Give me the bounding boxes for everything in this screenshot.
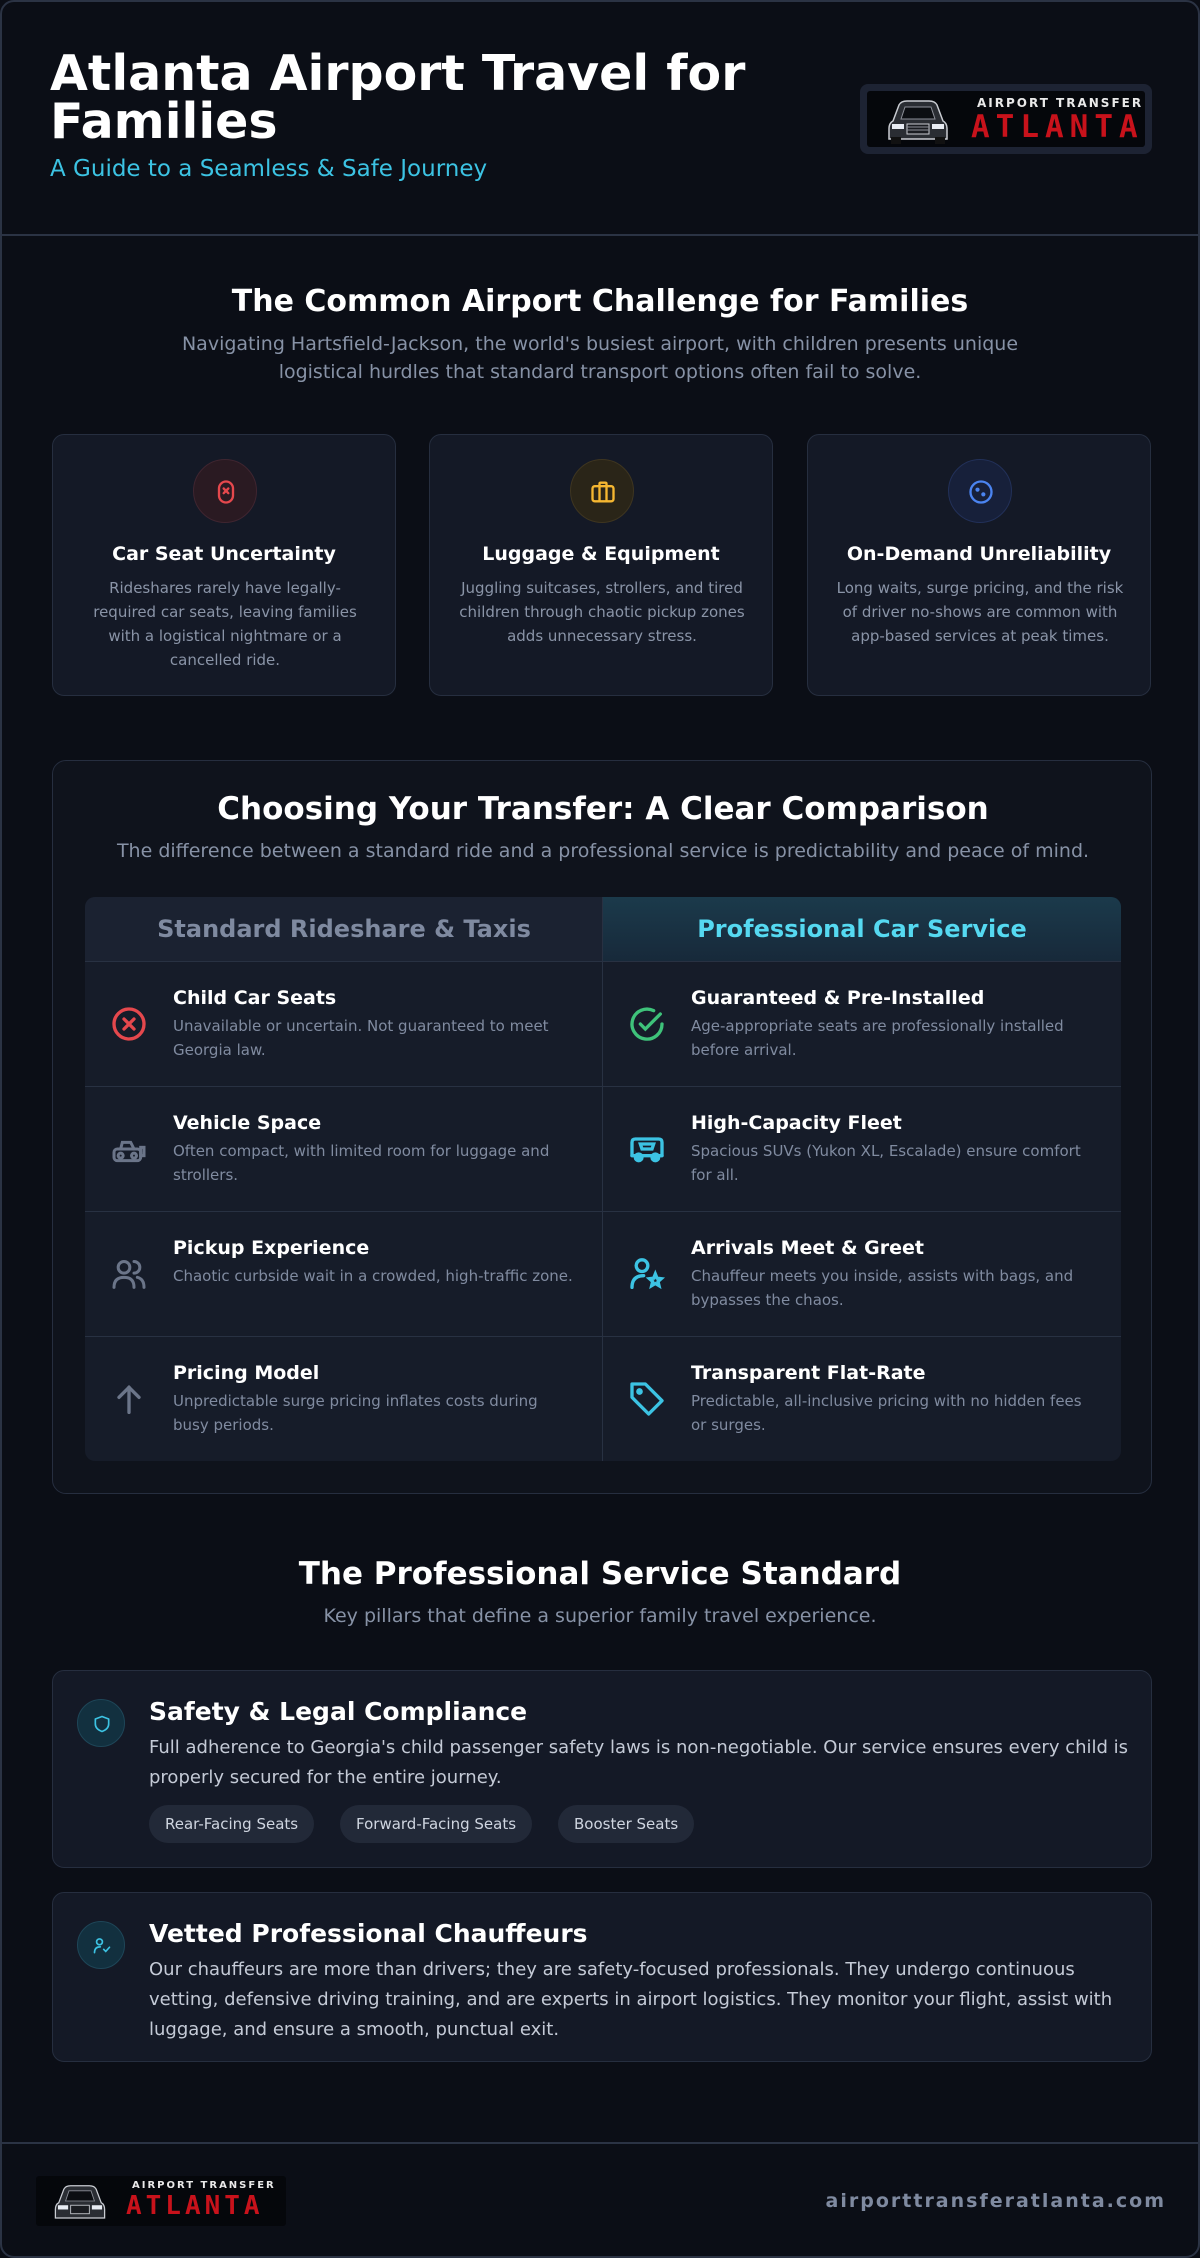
page-subtitle: A Guide to a Seamless & Safe Journey [50,156,488,182]
clock-icon [967,478,995,506]
comparison-table [85,897,1121,1461]
cell-title: High-Capacity Fleet [691,1112,902,1134]
chip-forward-facing: Forward-Facing Seats [340,1805,532,1843]
user-star-icon [627,1254,667,1294]
pillar-text: Full adherence to Georgia's child passenger safety laws is non-negotiable. Our service ensures every child is properly secured for the entire journey. [149,1737,1129,1788]
card-title: On-Demand Unreliability [846,543,1112,565]
logo-top-text: AIRPORT TRANSFER [977,96,1144,110]
check-circle-icon [627,1004,667,1044]
chip-booster: Booster Seats [558,1805,694,1843]
logo-main-text: ATLANTA [971,109,1144,145]
briefcase-icon [589,478,617,506]
table-row-pricing-standard [85,1336,603,1461]
comparison-title: Choosing Your Transfer: A Clear Comparison [217,791,989,827]
standard-description: Key pillars that define a superior family travel experience. [323,1605,877,1627]
challenge-title: The Common Airport Challenge for Families [231,284,969,319]
pillar-text: Our chauffeurs are more than drivers; they are safety-focused professionals. They undergo continuous vetting, defensive driving training, and are experts in airport logistics. They monitor your flight, assist with luggage, and ensure a smooth, punctual exit. [149,1959,1113,2040]
cell-title: Transparent Flat-Rate [691,1362,926,1384]
cell-text: Age-appropriate seats are professionally installed before arrival. [691,1017,1064,1059]
card-icon-badge [193,459,257,523]
page-title: Atlanta Airport Travel for Families [50,45,746,150]
pillar-icon-badge [77,1699,125,1747]
tag-icon [627,1379,667,1419]
card-text: Juggling suitcases, strollers, and tired children through chaotic pickup zones adds unnecessary stress. [459,579,745,645]
car-logo-icon [52,2178,108,2224]
column-header-standard: Standard Rideshare & Taxis [85,897,603,961]
challenge-description: Navigating Hartsfield-Jackson, the world's busiest airport, with children presents unique logistical hurdles that standard transport options often fail to solve. [181,333,1019,383]
footer-logo[interactable] [36,2176,286,2226]
table-row-car-seats-professional [603,961,1121,1086]
pillar-chauffeurs [52,1892,1152,2062]
cell-text: Chaotic curbside wait in a crowded, high-traffic zone. [173,1267,573,1285]
card-icon-badge [948,459,1012,523]
pillar-safety [52,1670,1152,1868]
shield-icon [92,1714,112,1734]
suv-icon [627,1129,667,1169]
logo-plate [867,91,1145,147]
table-row-pickup-professional [603,1211,1121,1336]
card-title: Car Seat Uncertainty [112,543,336,565]
table-row-vehicle-professional [603,1086,1121,1211]
challenge-card-luggage [429,434,773,696]
user-check-icon [92,1936,112,1956]
cell-title: Pricing Model [173,1362,320,1384]
logo-top-text: AIRPORT TRANSFER [132,2180,276,2191]
pillar-title: Vetted Professional Chauffeurs [149,1919,588,1948]
pillar-title: Safety & Legal Compliance [149,1697,528,1726]
footer-website-link[interactable]: airporttransferatlanta.com [825,2190,1166,2212]
footer [2,2142,1198,2258]
card-title: Luggage & Equipment [482,543,720,565]
cell-text: Unavailable or uncertain. Not guaranteed to meet Georgia law. [173,1017,549,1059]
cell-text: Predictable, all-inclusive pricing with no hidden fees or surges. [691,1392,1082,1434]
comparison-panel [52,760,1152,1494]
table-row-vehicle-standard [85,1086,603,1211]
cell-text: Spacious SUVs (Yukon XL, Escalade) ensure comfort for all. [691,1142,1081,1184]
challenge-card-on-demand [807,434,1151,696]
standard-title: The Professional Service Standard [298,1556,902,1592]
cell-title: Child Car Seats [173,987,337,1009]
car-logo-icon [885,93,951,145]
chip-rear-facing: Rear-Facing Seats [149,1805,314,1843]
column-header-professional: Professional Car Service [603,897,1121,961]
table-row-pickup-standard [85,1211,603,1336]
car-seat-icon [212,478,240,506]
cell-text: Often compact, with limited room for luggage and strollers. [173,1142,550,1184]
comparison-description: The difference between a standard ride and a professional service is predictability and peace of mind. [116,840,1090,862]
pillar-icon-badge [77,1921,125,1969]
cell-title: Guaranteed & Pre-Installed [691,987,985,1009]
card-icon-badge [570,459,634,523]
table-row-pricing-professional [603,1336,1121,1461]
table-row-car-seats-standard [85,961,603,1086]
challenge-card-car-seat [52,434,396,696]
cell-title: Vehicle Space [173,1112,322,1134]
cell-text: Unpredictable surge pricing inflates costs during busy periods. [173,1392,538,1434]
x-circle-icon [109,1004,149,1044]
brand-logo[interactable] [860,84,1152,154]
cell-title: Arrivals Meet & Greet [691,1237,924,1259]
small-car-icon [109,1129,149,1169]
arrow-up-icon [109,1379,149,1419]
logo-main-text: ATLANTA [126,2191,264,2221]
card-text: Long waits, surge pricing, and the risk of driver no-shows are common with app-based services at peak times. [836,579,1124,645]
cell-text: Chauffeur meets you inside, assists with bags, and bypasses the chaos. [691,1267,1074,1309]
card-text: Rideshares rarely have legally-required car seats, leaving families with a logistical nightmare or a cancelled ride. [93,579,357,669]
cell-title: Pickup Experience [173,1237,370,1259]
header [2,2,1198,236]
users-icon [109,1254,149,1294]
